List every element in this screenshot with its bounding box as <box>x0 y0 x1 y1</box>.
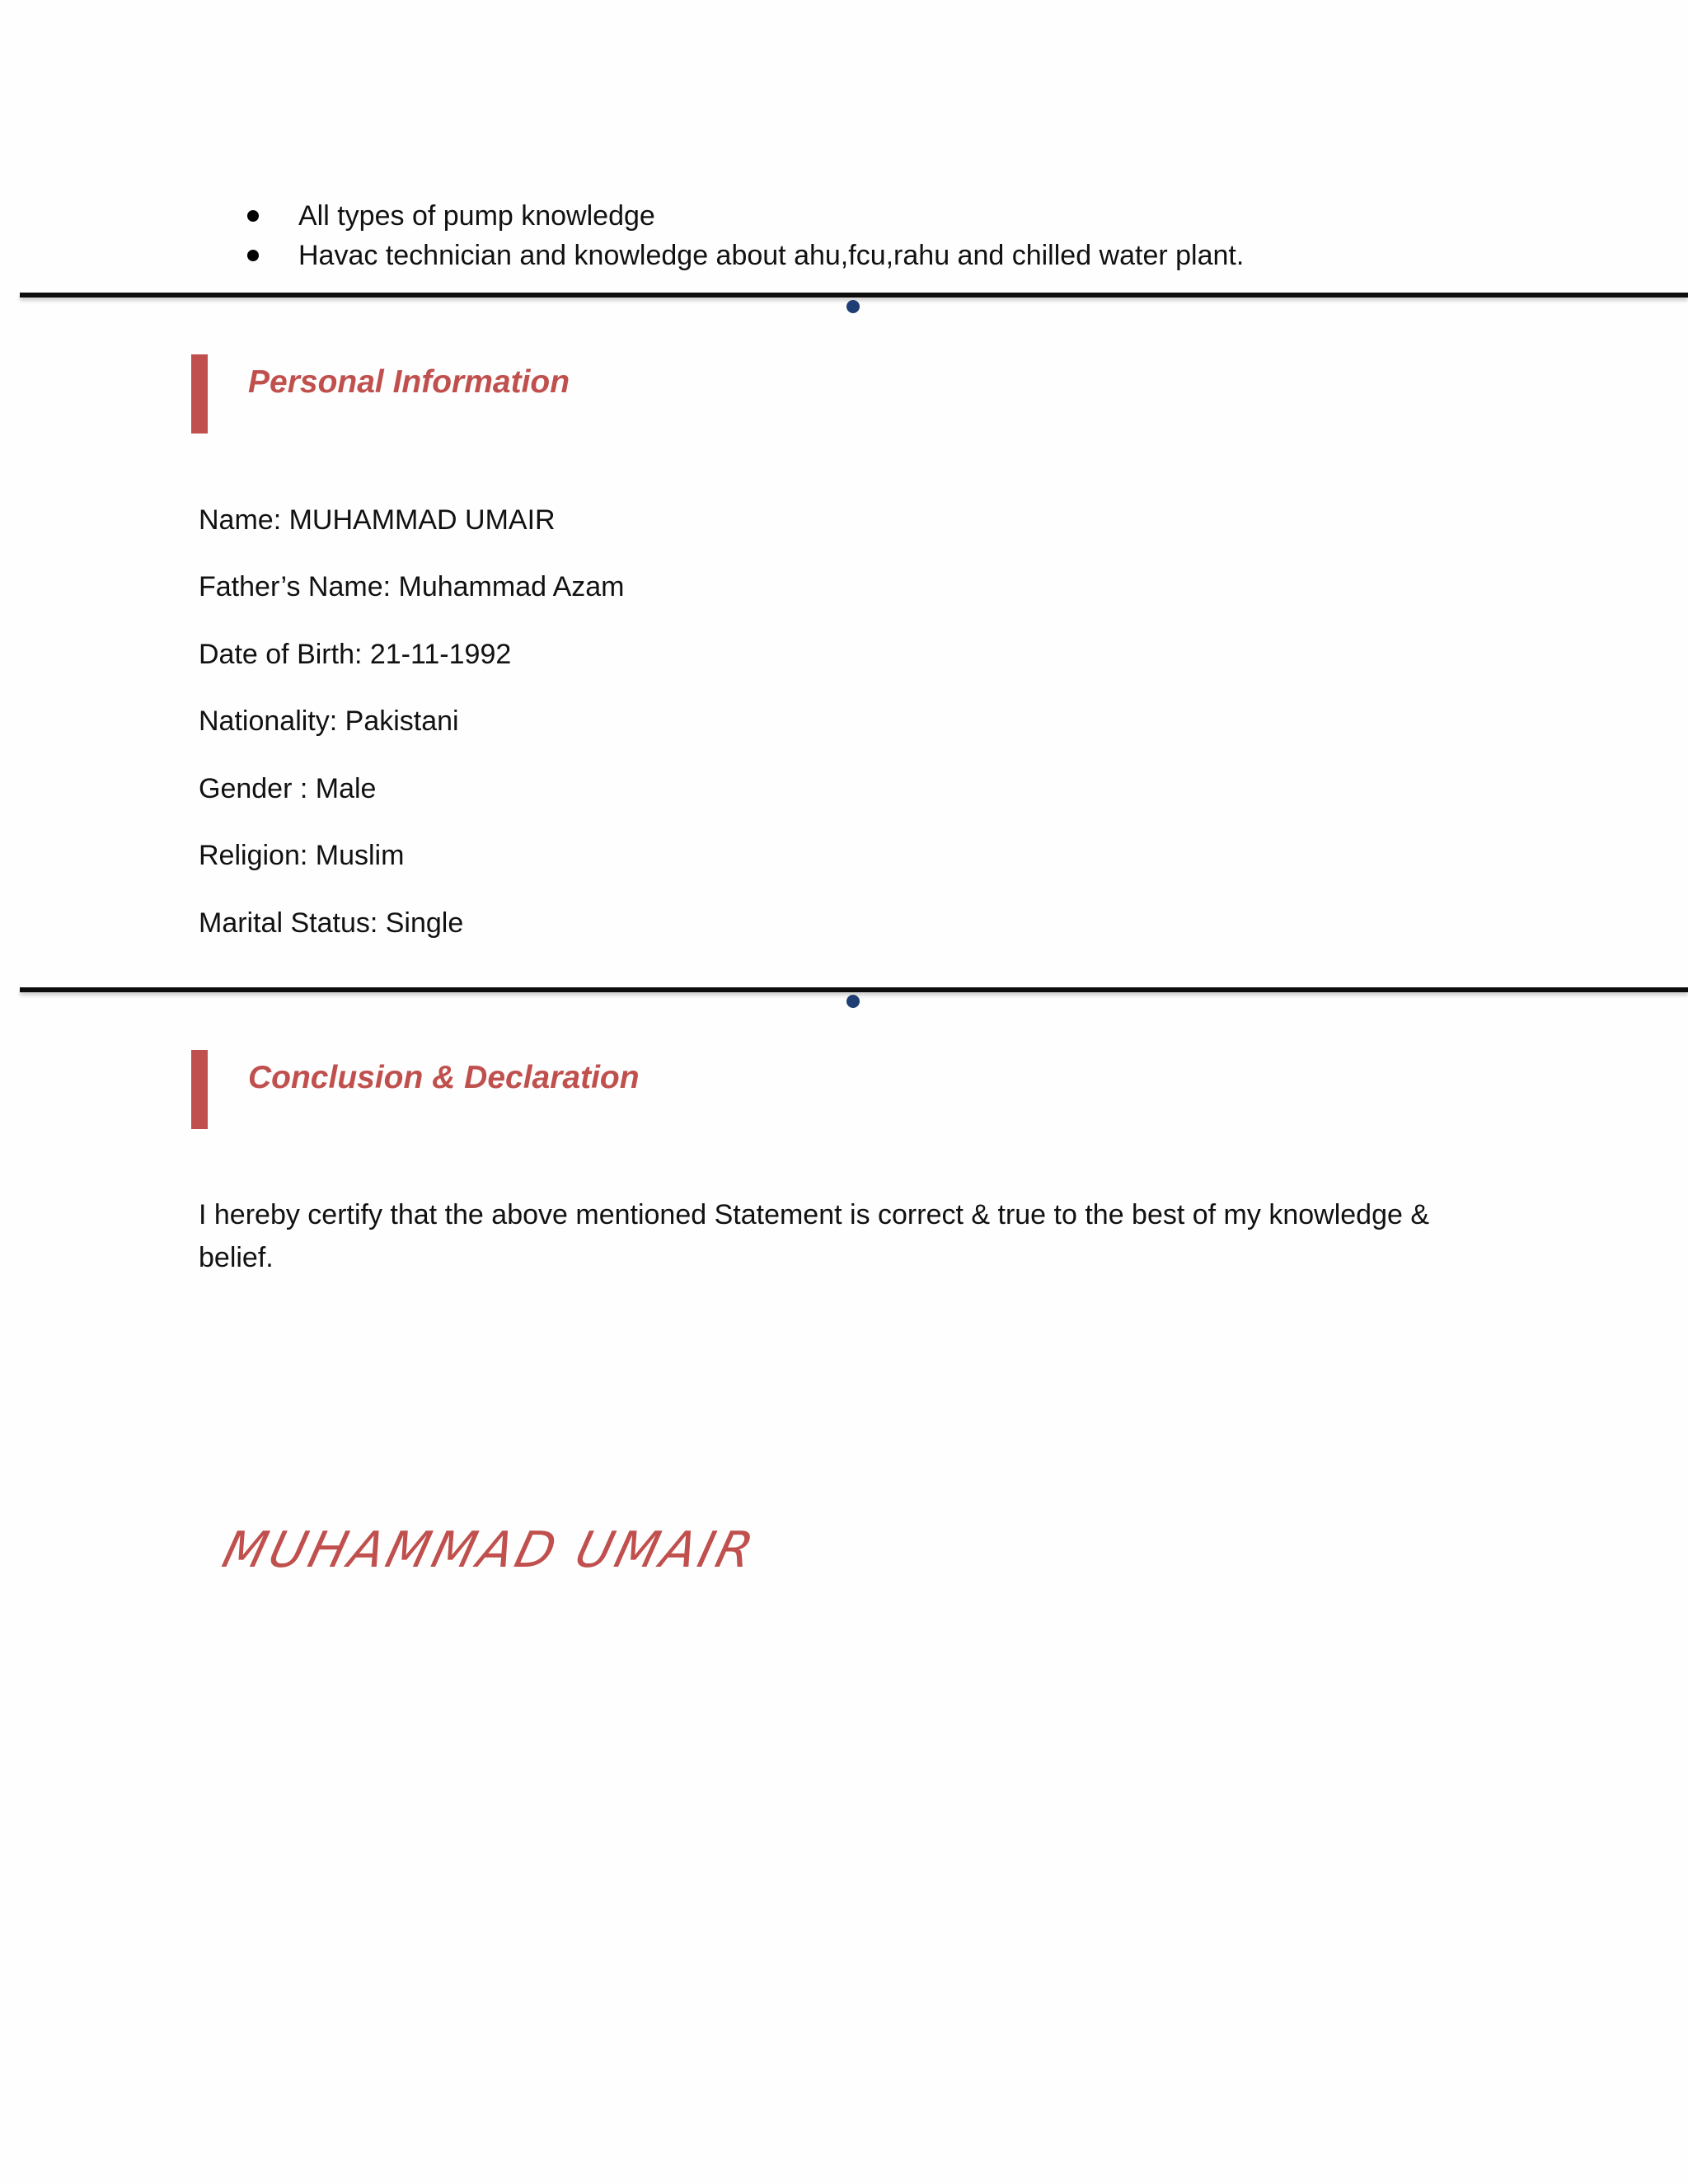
conclusion-heading: Conclusion & Declaration <box>248 1060 640 1095</box>
father-name-field: Father’s Name: Muhammad Azam <box>199 571 625 602</box>
bullet-icon <box>247 210 259 222</box>
date-of-birth-field: Date of Birth: 21-11-1992 <box>199 639 512 670</box>
section-divider <box>20 293 1688 298</box>
divider-dot-icon <box>846 300 860 313</box>
gender-field: Gender : Male <box>199 773 377 804</box>
religion-field: Religion: Muslim <box>199 840 405 871</box>
name-field: Name: MUHAMMAD UMAIR <box>199 504 556 536</box>
skills-list <box>247 196 1244 275</box>
skill-text: All types of pump knowledge <box>298 200 655 232</box>
signature: MUHAMMAD UMAIR <box>217 1521 762 1579</box>
list-item <box>247 236 1244 275</box>
marital-status-field: Marital Status: Single <box>199 907 464 939</box>
list-item <box>247 196 1244 236</box>
section-accent-bar <box>191 354 208 434</box>
personal-information-heading: Personal Information <box>248 364 570 400</box>
declaration-text: I hereby certify that the above mentioned Statement is correct & true to the best of my knowledge & belief. <box>199 1199 1430 1273</box>
skill-text: Havac technician and knowledge about ahu,fcu,rahu and chilled water plant. <box>298 240 1245 271</box>
bullet-icon <box>247 250 259 261</box>
nationality-field: Nationality: Pakistani <box>199 705 459 737</box>
section-divider <box>20 987 1688 992</box>
section-accent-bar <box>191 1050 208 1129</box>
divider-dot-icon <box>846 995 860 1008</box>
